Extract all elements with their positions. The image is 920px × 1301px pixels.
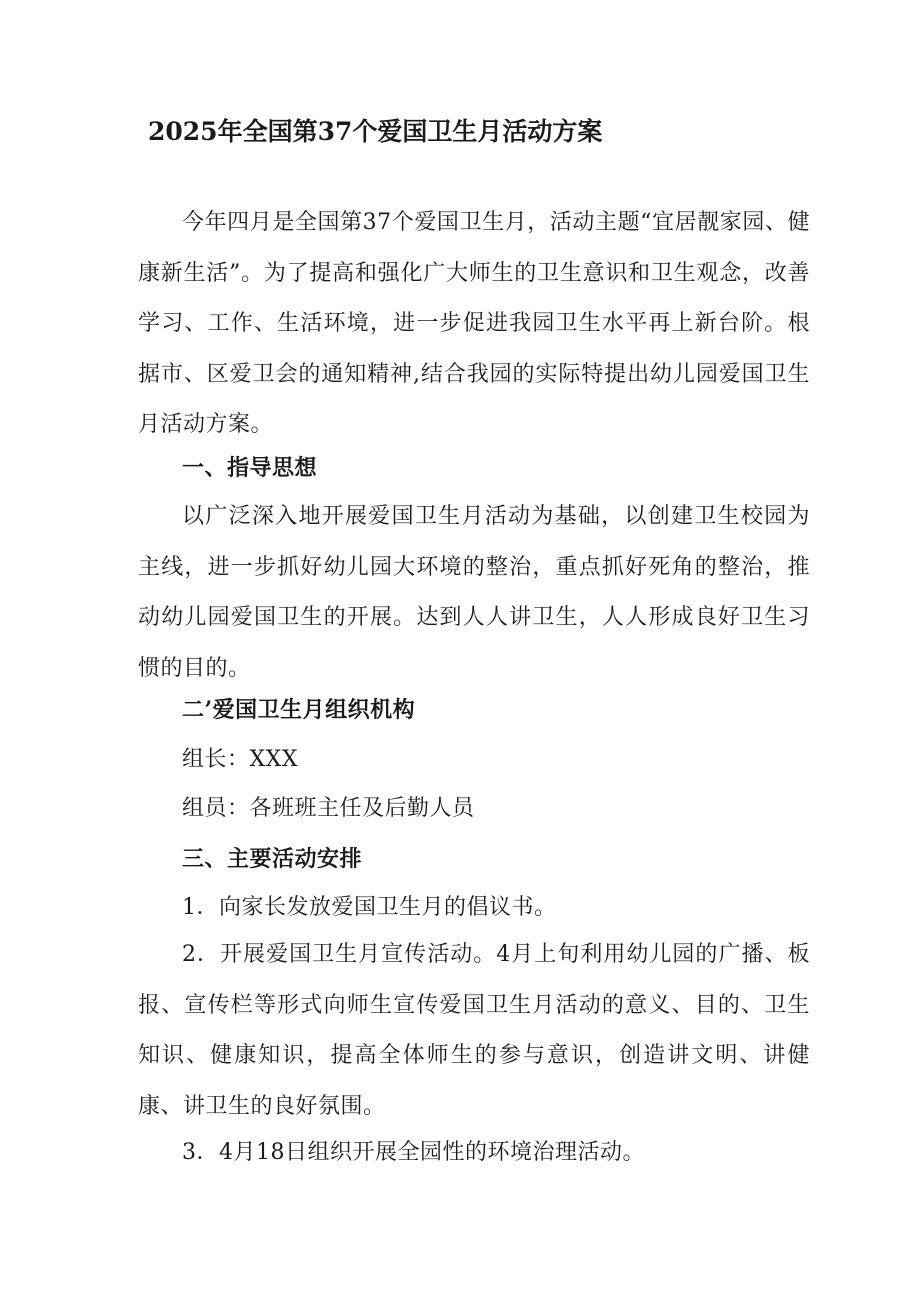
section-activities	[138, 834, 810, 885]
document-title: 2025年全国第37个爱国卫生月活动方案	[148, 117, 603, 146]
section3-heading: 三、主要活动安排	[182, 846, 363, 872]
leader-line	[138, 735, 810, 786]
item2-text: 2．开展爱国卫生月宣传活动。4月上旬利用幼儿园的广播、板报、宣传栏等形式向师生宣传爱国卫生月活动的意义、目的、卫生知识、健康知识，提高全体师生的参与意识，创造讲文明、讲健康、讲卫生的良好氛围。	[138, 942, 810, 1119]
activity-item-1	[138, 883, 810, 934]
leader-text: 组长：XXX	[182, 747, 298, 772]
section2-heading: 二’爱国卫生月组织机构	[182, 697, 416, 723]
activity-item-2	[138, 930, 810, 1132]
item3-text: 3．4月18日组织开展全园性的环境治理活动。	[182, 1140, 645, 1165]
section1-heading: 一、指导思想	[182, 455, 318, 481]
intro-paragraph	[138, 198, 810, 451]
section-guiding-ideology	[138, 443, 810, 494]
section-organization	[138, 685, 810, 736]
item1-text: 1．向家长发放爱国卫生月的倡议书。	[182, 895, 557, 920]
guiding-ideology-paragraph	[138, 492, 810, 694]
activity-item-3	[138, 1128, 810, 1179]
intro-text: 今年四月是全国第37个爱国卫生月，活动主题“宜居靓家园、健康新生活”。为了提高和强化广大师生的卫生意识和卫生观念，改善学习、工作、生活环境，进一步促进我园卫生水平再上新台阶。根据市、区爱卫会的通知精神,结合我园的实际特提出幼儿园爱国卫生月活动方案。	[138, 210, 810, 437]
members-line	[138, 784, 810, 835]
section1-text: 以广泛深入地开展爱国卫生月活动为基础，以创建卫生校园为主线，进一步抓好幼儿园大环境的整治，重点抓好死角的整治，推动幼儿园爱国卫生的开展。达到人人讲卫生，人人形成良好卫生习惯的目的。	[138, 504, 810, 681]
members-text: 组员：各班班主任及后勤人员	[182, 796, 475, 821]
